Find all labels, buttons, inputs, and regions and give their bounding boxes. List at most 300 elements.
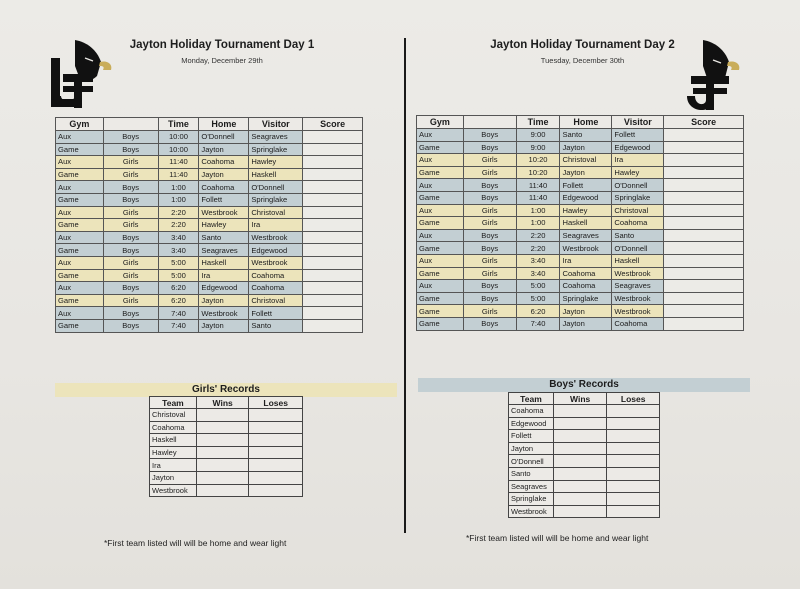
gym-cell: Aux	[56, 156, 104, 169]
col-visitor: Visitor	[612, 116, 664, 129]
wins-cell[interactable]	[553, 493, 606, 506]
game-row	[56, 206, 363, 219]
gym-cell: Aux	[417, 129, 464, 142]
score-cell[interactable]	[303, 294, 363, 307]
score-cell[interactable]	[664, 191, 744, 204]
game-row	[56, 294, 363, 307]
col-visitor: Visitor	[249, 118, 303, 131]
team-name-cell: Coahoma	[509, 405, 554, 418]
col-team: Team	[150, 397, 197, 409]
home-team-cell: Santo	[560, 129, 612, 142]
loses-cell[interactable]	[607, 442, 660, 455]
record-row	[509, 467, 660, 480]
home-team-cell: O'Donnell	[199, 131, 249, 144]
visitor-team-cell: Santo	[249, 319, 303, 332]
visitor-team-cell: Edgewood	[612, 141, 664, 154]
gym-cell: Aux	[417, 204, 464, 217]
time-cell: 6:20	[158, 294, 199, 307]
gym-cell: Game	[56, 193, 104, 206]
day2-subtitle: Tuesday, December 30th	[540, 56, 625, 65]
division-cell: Boys	[463, 280, 516, 293]
col-division	[463, 116, 516, 129]
time-cell: 5:00	[516, 292, 560, 305]
team-name-cell: Westbrook	[150, 484, 197, 497]
visitor-team-cell: Seagraves	[612, 280, 664, 293]
gym-cell: Game	[56, 319, 104, 332]
day1-title: Jayton Holiday Tournament Day 1	[129, 39, 315, 51]
score-cell[interactable]	[303, 193, 363, 206]
col-loses: Loses	[249, 397, 303, 409]
home-team-cell: Seagraves	[199, 244, 249, 257]
record-row	[150, 409, 303, 422]
game-row	[56, 193, 363, 206]
gym-cell: Aux	[56, 206, 104, 219]
time-cell: 5:00	[158, 269, 199, 282]
score-cell[interactable]	[303, 181, 363, 194]
time-cell: 9:00	[516, 129, 560, 142]
loses-cell[interactable]	[607, 405, 660, 418]
time-cell: 2:20	[158, 219, 199, 232]
col-score: Score	[664, 116, 744, 129]
boys-records-title: Boys' Records	[418, 378, 750, 392]
home-team-cell: Hawley	[560, 204, 612, 217]
visitor-team-cell: Haskell	[249, 168, 303, 181]
visitor-team-cell: Ira	[249, 219, 303, 232]
division-cell: Boys	[103, 143, 158, 156]
time-cell: 5:00	[516, 280, 560, 293]
score-cell[interactable]	[664, 254, 744, 267]
score-cell[interactable]	[303, 307, 363, 320]
gym-cell: Aux	[417, 154, 464, 167]
division-cell: Girls	[103, 219, 158, 232]
division-cell: Girls	[463, 267, 516, 280]
loses-cell[interactable]	[607, 467, 660, 480]
visitor-team-cell: Westbrook	[249, 256, 303, 269]
team-name-cell: Santo	[509, 467, 554, 480]
visitor-team-cell: Santo	[612, 229, 664, 242]
gym-cell: Game	[56, 219, 104, 232]
home-team-cell: Follett	[560, 179, 612, 192]
loses-cell[interactable]	[249, 434, 303, 447]
time-cell: 2:20	[516, 242, 560, 255]
loses-cell[interactable]	[607, 417, 660, 430]
loses-cell[interactable]	[249, 421, 303, 434]
loses-cell[interactable]	[607, 455, 660, 468]
game-row	[56, 231, 363, 244]
record-row	[509, 480, 660, 493]
game-row	[417, 154, 744, 167]
visitor-team-cell: Coahoma	[612, 217, 664, 230]
wins-cell[interactable]	[196, 409, 249, 422]
division-cell: Boys	[103, 282, 158, 295]
score-cell[interactable]	[664, 267, 744, 280]
day1-footnote: *First team listed will will be home and wear light	[104, 538, 287, 548]
score-cell[interactable]	[664, 154, 744, 167]
time-cell: 9:00	[516, 141, 560, 154]
visitor-team-cell: Edgewood	[249, 244, 303, 257]
visitor-team-cell: Westbrook	[612, 292, 664, 305]
team-name-cell: Jayton	[150, 471, 197, 484]
team-name-cell: Springlake	[509, 493, 554, 506]
time-cell: 1:00	[158, 193, 199, 206]
home-team-cell: Follett	[199, 193, 249, 206]
visitor-team-cell: O'Donnell	[249, 181, 303, 194]
game-row	[417, 305, 744, 318]
score-cell[interactable]	[664, 129, 744, 142]
time-cell: 1:00	[516, 217, 560, 230]
home-team-cell: Coahoma	[560, 267, 612, 280]
col-gym: Gym	[417, 116, 464, 129]
wins-cell[interactable]	[196, 471, 249, 484]
home-team-cell: Jayton	[199, 168, 249, 181]
game-row	[417, 217, 744, 230]
game-row	[56, 143, 363, 156]
col-score: Score	[303, 118, 363, 131]
time-cell: 11:40	[158, 156, 199, 169]
game-row	[56, 282, 363, 295]
time-cell: 6:20	[158, 282, 199, 295]
time-cell: 11:40	[516, 191, 560, 204]
visitor-team-cell: O'Donnell	[612, 179, 664, 192]
division-cell: Girls	[463, 204, 516, 217]
gym-cell: Aux	[417, 179, 464, 192]
home-team-cell: Springlake	[560, 292, 612, 305]
score-cell[interactable]	[303, 319, 363, 332]
division-cell: Girls	[103, 156, 158, 169]
wins-cell[interactable]	[553, 480, 606, 493]
time-cell: 2:20	[516, 229, 560, 242]
time-cell: 10:20	[516, 154, 560, 167]
score-cell[interactable]	[303, 282, 363, 295]
home-team-cell: Seagraves	[560, 229, 612, 242]
time-cell: 10:20	[516, 166, 560, 179]
gym-cell: Game	[56, 168, 104, 181]
score-cell[interactable]	[664, 280, 744, 293]
wins-cell[interactable]	[196, 459, 249, 472]
score-cell[interactable]	[303, 143, 363, 156]
gym-cell: Game	[417, 242, 464, 255]
loses-cell[interactable]	[607, 505, 660, 518]
team-name-cell: Jayton	[509, 442, 554, 455]
col-wins: Wins	[553, 393, 606, 405]
division-cell: Girls	[103, 269, 158, 282]
division-cell: Girls	[463, 166, 516, 179]
time-cell: 5:00	[158, 256, 199, 269]
score-cell[interactable]	[664, 204, 744, 217]
loses-cell[interactable]	[607, 493, 660, 506]
visitor-team-cell: Ira	[612, 154, 664, 167]
visitor-team-cell: Springlake	[612, 191, 664, 204]
division-cell: Boys	[103, 319, 158, 332]
record-row	[150, 421, 303, 434]
gym-cell: Aux	[56, 256, 104, 269]
time-cell: 6:20	[516, 305, 560, 318]
time-cell: 1:00	[516, 204, 560, 217]
score-cell[interactable]	[303, 231, 363, 244]
home-team-cell: Hawley	[199, 219, 249, 232]
division-cell: Boys	[103, 307, 158, 320]
game-row	[417, 179, 744, 192]
team-name-cell: Coahoma	[150, 421, 197, 434]
score-cell[interactable]	[664, 229, 744, 242]
game-row	[417, 254, 744, 267]
home-team-cell: Jayton	[560, 305, 612, 318]
wins-cell[interactable]	[553, 442, 606, 455]
wins-cell[interactable]	[196, 421, 249, 434]
game-row	[56, 269, 363, 282]
score-cell[interactable]	[303, 131, 363, 144]
wins-cell[interactable]	[553, 505, 606, 518]
day1-schedule-table	[55, 117, 363, 333]
loses-cell[interactable]	[249, 446, 303, 459]
col-home: Home	[199, 118, 249, 131]
game-row	[417, 242, 744, 255]
score-cell[interactable]	[664, 166, 744, 179]
visitor-team-cell: Springlake	[249, 193, 303, 206]
score-cell[interactable]	[664, 292, 744, 305]
home-team-cell: Jayton	[199, 319, 249, 332]
time-cell: 10:00	[158, 131, 199, 144]
home-team-cell: Coahoma	[199, 156, 249, 169]
game-row	[56, 168, 363, 181]
division-cell: Boys	[103, 181, 158, 194]
division-cell: Boys	[103, 244, 158, 257]
game-row	[56, 307, 363, 320]
score-cell[interactable]	[664, 217, 744, 230]
visitor-team-cell: Christoval	[249, 294, 303, 307]
jayton-logo-icon	[47, 36, 117, 112]
wins-cell[interactable]	[553, 430, 606, 443]
boys-records-table	[508, 392, 660, 518]
wins-cell[interactable]	[553, 455, 606, 468]
loses-cell[interactable]	[249, 484, 303, 497]
division-cell: Girls	[463, 217, 516, 230]
gym-cell: Game	[56, 269, 104, 282]
visitor-team-cell: Westbrook	[249, 231, 303, 244]
score-cell[interactable]	[664, 317, 744, 330]
loses-cell[interactable]	[607, 480, 660, 493]
wins-cell[interactable]	[196, 484, 249, 497]
score-cell[interactable]	[664, 141, 744, 154]
score-cell[interactable]	[303, 269, 363, 282]
score-cell[interactable]	[303, 244, 363, 257]
record-row	[509, 430, 660, 443]
gym-cell: Aux	[56, 307, 104, 320]
center-divider	[404, 38, 406, 533]
record-row	[150, 446, 303, 459]
visitor-team-cell: Springlake	[249, 143, 303, 156]
gym-cell: Game	[417, 292, 464, 305]
score-cell[interactable]	[664, 242, 744, 255]
col-time: Time	[516, 116, 560, 129]
game-row	[417, 141, 744, 154]
division-cell: Girls	[103, 168, 158, 181]
record-row	[150, 434, 303, 447]
game-row	[56, 156, 363, 169]
score-cell[interactable]	[303, 156, 363, 169]
visitor-team-cell: Christoval	[612, 204, 664, 217]
gym-cell: Aux	[56, 131, 104, 144]
division-cell: Boys	[463, 229, 516, 242]
team-name-cell: Hawley	[150, 446, 197, 459]
visitor-team-cell: Coahoma	[249, 282, 303, 295]
time-cell: 3:40	[516, 254, 560, 267]
home-team-cell: Jayton	[560, 166, 612, 179]
game-row	[56, 256, 363, 269]
time-cell: 11:40	[516, 179, 560, 192]
loses-cell[interactable]	[607, 430, 660, 443]
game-row	[417, 292, 744, 305]
record-row	[509, 493, 660, 506]
gym-cell: Game	[56, 143, 104, 156]
time-cell: 2:20	[158, 206, 199, 219]
home-team-cell: Ira	[560, 254, 612, 267]
score-cell[interactable]	[303, 168, 363, 181]
visitor-team-cell: Follett	[612, 129, 664, 142]
loses-cell[interactable]	[249, 409, 303, 422]
game-row	[417, 191, 744, 204]
team-name-cell: Seagraves	[509, 480, 554, 493]
gym-cell: Aux	[56, 181, 104, 194]
game-row	[56, 219, 363, 232]
score-cell[interactable]	[303, 256, 363, 269]
loses-cell[interactable]	[249, 459, 303, 472]
visitor-team-cell: Westbrook	[612, 267, 664, 280]
time-cell: 11:40	[158, 168, 199, 181]
gym-cell: Game	[417, 141, 464, 154]
wins-cell[interactable]	[196, 446, 249, 459]
game-row	[56, 319, 363, 332]
visitor-team-cell: Hawley	[249, 156, 303, 169]
home-team-cell: Coahoma	[560, 280, 612, 293]
time-cell: 10:00	[158, 143, 199, 156]
division-cell: Boys	[463, 292, 516, 305]
girls-records-table	[149, 396, 303, 497]
score-cell[interactable]	[303, 206, 363, 219]
division-cell: Boys	[103, 193, 158, 206]
home-team-cell: Haskell	[560, 217, 612, 230]
team-name-cell: Christoval	[150, 409, 197, 422]
game-row	[417, 166, 744, 179]
record-row	[509, 455, 660, 468]
col-wins: Wins	[196, 397, 249, 409]
score-cell[interactable]	[303, 219, 363, 232]
gym-cell: Aux	[417, 254, 464, 267]
team-name-cell: Westbrook	[509, 505, 554, 518]
record-row	[509, 442, 660, 455]
time-cell: 1:00	[158, 181, 199, 194]
division-cell: Girls	[463, 305, 516, 318]
gym-cell: Game	[417, 166, 464, 179]
time-cell: 3:40	[516, 267, 560, 280]
visitor-team-cell: Coahoma	[612, 317, 664, 330]
division-cell: Boys	[463, 179, 516, 192]
col-loses: Loses	[607, 393, 660, 405]
day2-schedule-table	[416, 115, 744, 331]
table-header-row	[417, 116, 744, 129]
table-header-row	[56, 118, 363, 131]
gym-cell: Game	[417, 217, 464, 230]
home-team-cell: Christoval	[560, 154, 612, 167]
day2-footnote: *First team listed will will be home and wear light	[466, 533, 649, 543]
gym-cell: Aux	[56, 282, 104, 295]
game-row	[417, 280, 744, 293]
visitor-team-cell: O'Donnell	[612, 242, 664, 255]
wins-cell[interactable]	[553, 405, 606, 418]
record-row	[150, 471, 303, 484]
team-name-cell: Follett	[509, 430, 554, 443]
gym-cell: Aux	[417, 280, 464, 293]
game-row	[417, 267, 744, 280]
home-team-cell: Jayton	[199, 143, 249, 156]
division-cell: Boys	[463, 317, 516, 330]
time-cell: 7:40	[516, 317, 560, 330]
record-row	[150, 459, 303, 472]
home-team-cell: Jayton	[199, 294, 249, 307]
gym-cell: Game	[56, 294, 104, 307]
record-row	[509, 405, 660, 418]
jayton-logo-icon	[683, 38, 753, 114]
home-team-cell: Jayton	[560, 141, 612, 154]
wins-cell[interactable]	[553, 417, 606, 430]
visitor-team-cell: Coahoma	[249, 269, 303, 282]
loses-cell[interactable]	[249, 471, 303, 484]
division-cell: Boys	[463, 191, 516, 204]
time-cell: 3:40	[158, 231, 199, 244]
gym-cell: Game	[417, 267, 464, 280]
gym-cell: Game	[417, 191, 464, 204]
day1-subtitle: Monday, December 29th	[181, 56, 263, 65]
gym-cell: Aux	[417, 229, 464, 242]
col-home: Home	[560, 116, 612, 129]
game-row	[417, 129, 744, 142]
time-cell: 7:40	[158, 307, 199, 320]
gym-cell: Aux	[56, 231, 104, 244]
home-team-cell: Coahoma	[199, 181, 249, 194]
girls-records-title: Girls' Records	[55, 383, 397, 397]
game-row	[417, 229, 744, 242]
home-team-cell: Haskell	[199, 256, 249, 269]
col-gym: Gym	[56, 118, 104, 131]
home-team-cell: Westbrook	[560, 242, 612, 255]
home-team-cell: Jayton	[560, 317, 612, 330]
home-team-cell: Edgewood	[560, 191, 612, 204]
game-row	[56, 181, 363, 194]
visitor-team-cell: Haskell	[612, 254, 664, 267]
gym-cell: Game	[417, 317, 464, 330]
home-team-cell: Ira	[199, 269, 249, 282]
gym-cell: Game	[56, 244, 104, 257]
division-cell: Girls	[463, 254, 516, 267]
score-cell[interactable]	[664, 179, 744, 192]
division-cell: Girls	[103, 256, 158, 269]
division-cell: Girls	[463, 154, 516, 167]
col-team: Team	[509, 393, 554, 405]
home-team-cell: Westbrook	[199, 307, 249, 320]
home-team-cell: Westbrook	[199, 206, 249, 219]
division-cell: Boys	[463, 141, 516, 154]
wins-cell[interactable]	[196, 434, 249, 447]
division-cell: Girls	[103, 206, 158, 219]
record-row	[150, 484, 303, 497]
wins-cell[interactable]	[553, 467, 606, 480]
division-cell: Boys	[463, 129, 516, 142]
game-row	[417, 204, 744, 217]
col-time: Time	[158, 118, 199, 131]
time-cell: 3:40	[158, 244, 199, 257]
score-cell[interactable]	[664, 305, 744, 318]
game-row	[417, 317, 744, 330]
